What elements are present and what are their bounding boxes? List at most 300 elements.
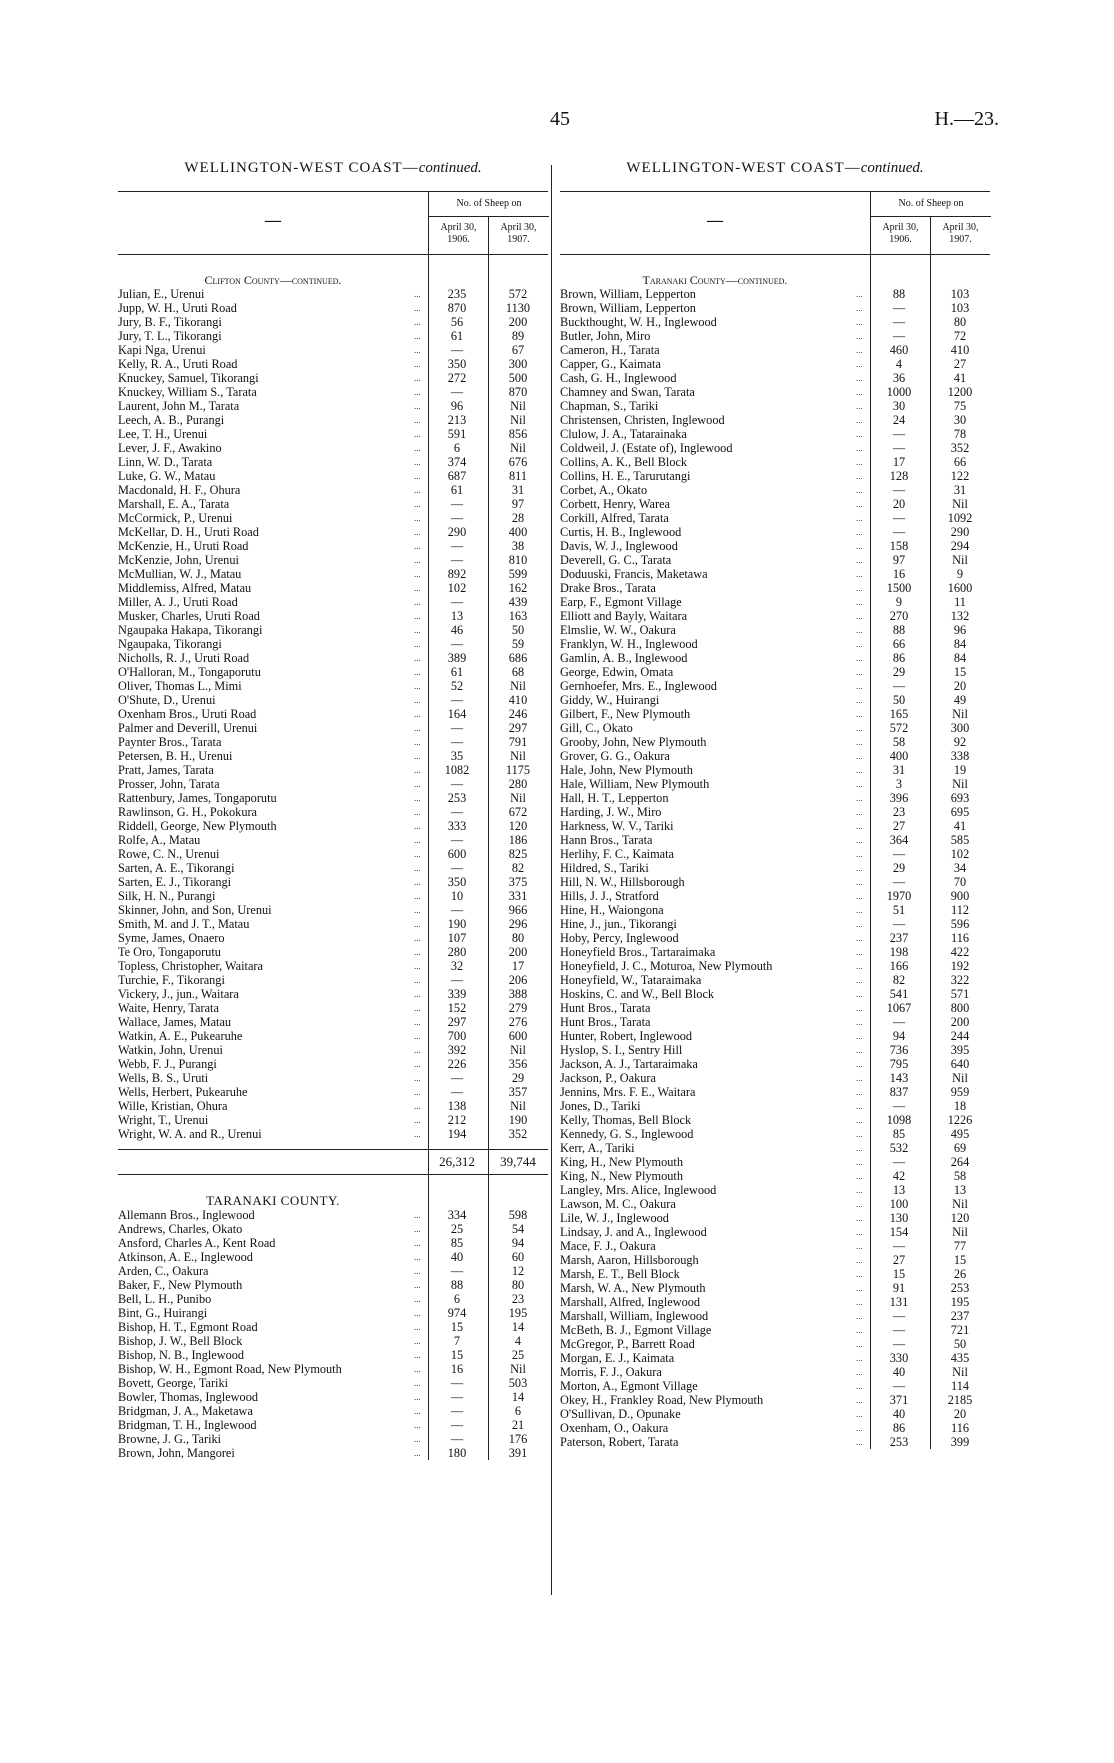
sheep-1907: 84 [953,651,967,665]
table-row [118,917,548,931]
sheep-1906: 180 [447,1446,467,1460]
sheep-1907: 19 [953,763,967,777]
sheep-1906: — [892,1099,906,1113]
table-row [118,343,548,357]
sheep-1907: 75 [953,399,967,413]
table-row [118,749,548,763]
leader-dots: ... [856,793,863,803]
leader-dots: ... [856,1283,863,1293]
holder-name: Topless, Christopher, Waitara [118,959,263,973]
leader-dots: ... [856,527,863,537]
holder-name: Bishop, H. T., Egmont Road [118,1320,258,1334]
sheep-1907: 300 [950,721,970,735]
table-row [560,1127,990,1141]
sheep-1906: — [450,595,464,609]
sheep-1906: 3 [895,777,903,791]
table-row [560,469,990,483]
sheep-1906: 13 [892,1183,906,1197]
table-row [560,1169,990,1183]
sheep-1906: — [892,315,906,329]
holder-name: Sarten, E. J., Tikorangi [118,875,232,889]
table-row [560,777,990,791]
holder-name: Hann Bros., Tarata [560,833,653,847]
leader-dots: ... [414,1224,421,1234]
sheep-1907: Nil [952,553,968,567]
table-row [118,959,548,973]
leader-dots: ... [414,443,421,453]
leader-dots: ... [856,877,863,887]
sheep-1907: 721 [950,1323,970,1337]
sheep-1907: 900 [950,889,970,903]
sheep-1907: 246 [508,707,528,721]
table-row [560,749,990,763]
table-row [560,1043,990,1057]
table-row [560,819,990,833]
section-heading: Clifton County—continued. [204,273,342,287]
leader-dots: ... [414,513,421,523]
holder-name: Julian, E., Urenui [118,287,205,301]
table-row [118,637,548,651]
holder-name: Marshall, E. A., Tarata [118,497,230,511]
table-row [118,847,548,861]
holder-name: Chapman, S., Tariki [560,399,659,413]
leader-dots: ... [414,765,421,775]
table-row [560,1099,990,1113]
table-row [560,357,990,371]
table-row [560,483,990,497]
sheep-1907: 70 [953,875,967,889]
left-header-col2: April 30, 1907. [488,216,548,254]
table-row [560,581,990,595]
sheep-1907: 69 [953,1141,967,1155]
sheep-1906: — [450,861,464,875]
leader-dots: ... [856,541,863,551]
sheep-1907: 439 [508,595,528,609]
sheep-1907: 28 [511,511,525,525]
holder-name: Atkinson, A. E., Inglewood [118,1250,253,1264]
sheep-1907: 31 [511,483,525,497]
table-row [560,763,990,777]
table-row [560,735,990,749]
sheep-1906: 20 [892,497,906,511]
leader-dots: ... [414,1294,421,1304]
table-row [560,1421,990,1435]
sheep-1907: Nil [510,413,526,427]
table-row [560,847,990,861]
table-row [118,1208,548,1222]
column-divider [551,165,552,1595]
sheep-1906: 86 [892,651,906,665]
sheep-1907: 192 [950,959,970,973]
leader-dots: ... [856,1003,863,1013]
holder-name: Arden, C., Oakura [118,1264,209,1278]
leader-dots: ... [414,723,421,733]
holder-name: Knuckey, William S., Tarata [118,385,257,399]
sheep-1906: 16 [892,567,906,581]
table-row [560,413,990,427]
leader-dots: ... [414,1406,421,1416]
holder-name: Hall, H. T., Lepperton [560,791,669,805]
sheep-1907: 120 [508,819,528,833]
sheep-1907: 58 [953,1169,967,1183]
sheep-1907: 12 [511,1264,525,1278]
table-row [560,385,990,399]
sheep-1907: 572 [508,287,528,301]
table-row [118,1001,548,1015]
table-row [560,1071,990,1085]
table-row [118,1071,548,1085]
holder-name: Macdonald, H. F., Ohura [118,483,241,497]
holder-name: Mace, F. J., Oakura [560,1239,656,1253]
sheep-1907: Nil [510,399,526,413]
leader-dots: ... [856,597,863,607]
leader-dots: ... [414,527,421,537]
leader-dots: ... [856,401,863,411]
sheep-1906: — [450,1432,464,1446]
sheep-1906: 892 [447,567,467,581]
holder-name: Grooby, John, New Plymouth [560,735,707,749]
leader-dots: ... [414,891,421,901]
leader-dots: ... [414,457,421,467]
sheep-1907: 279 [508,1001,528,1015]
sheep-1906: 212 [447,1113,467,1127]
sheep-1906: 100 [889,1197,909,1211]
sheep-1907: 15 [953,665,967,679]
sheep-1907: 338 [950,749,970,763]
sheep-1907: 29 [511,1071,525,1085]
holder-name: Wright, W. A. and R., Urenui [118,1127,262,1141]
sheep-1907: 200 [508,315,528,329]
sheep-1906: 371 [889,1393,909,1407]
sheep-1906: 143 [889,1071,909,1085]
sheep-1907: Nil [952,1225,968,1239]
sheep-1906: 10 [450,889,464,903]
leader-dots: ... [856,583,863,593]
leader-dots: ... [414,1378,421,1388]
leader-dots: ... [856,471,863,481]
sheep-1906: 339 [447,987,467,1001]
sheep-1907: 34 [953,861,967,875]
left-title-italic: continued. [418,160,482,176]
sheep-1906: — [450,693,464,707]
sheep-1906: — [450,903,464,917]
leader-dots: ... [414,1434,421,1444]
table-row [118,665,548,679]
table-row [118,945,548,959]
leader-dots: ... [414,1364,421,1374]
holder-name: Syme, James, Onaero [118,931,225,945]
leader-dots: ... [414,485,421,495]
sheep-1906: — [892,1323,906,1337]
sheep-1907: Nil [510,1362,526,1376]
sheep-1906: — [450,553,464,567]
leader-dots: ... [414,1059,421,1069]
sheep-1907: 26 [953,1267,967,1281]
sheep-1907: 186 [508,833,528,847]
sheep-1906: 29 [892,665,906,679]
table-row [118,1418,548,1432]
sheep-1906: — [892,1309,906,1323]
right-header-col1: April 30, 1906. [870,216,930,254]
right-column [560,160,990,1449]
sheep-1907: 92 [953,735,967,749]
sheep-1907: 693 [950,791,970,805]
sheep-1907: 176 [508,1432,528,1446]
holder-name: Watkin, A. E., Pukearuhe [118,1029,243,1043]
leader-dots: ... [856,1381,863,1391]
holder-name: Christensen, Christen, Inglewood [560,413,725,427]
sheep-1906: 85 [892,1127,906,1141]
leader-dots: ... [414,919,421,929]
holder-name: O'Halloran, M., Tongaporutu [118,665,261,679]
leader-dots: ... [414,807,421,817]
sheep-1906: — [892,441,906,455]
table-row [560,301,990,315]
table-row [118,595,548,609]
sheep-1907: 686 [508,651,528,665]
sheep-1906: 7 [453,1334,461,1348]
holder-name: Webb, F. J., Purangi [118,1057,217,1071]
holder-name: Wright, T., Urenui [118,1113,209,1127]
leader-dots: ... [856,709,863,719]
table-row [118,567,548,581]
sheep-1907: 66 [953,455,967,469]
leader-dots: ... [856,723,863,733]
sheep-1906: — [892,511,906,525]
sheep-1907: 163 [508,609,528,623]
table-row [560,791,990,805]
sheep-1907: 132 [950,609,970,623]
leader-dots: ... [856,555,863,565]
sheep-1907: 14 [511,1390,525,1404]
sheep-1906: 23 [892,805,906,819]
sheep-1907: 30 [953,413,967,427]
sheep-1907: 1200 [947,385,973,399]
sheep-1907: 190 [508,1113,528,1127]
sheep-1906: 82 [892,973,906,987]
section-heading: TARANAKI COUNTY. [206,1193,340,1208]
holder-name: Curtis, H. B., Inglewood [560,525,682,539]
leader-dots: ... [856,1087,863,1097]
sheep-1906: 52 [450,679,464,693]
holder-name: Oliver, Thomas L., Mimi [118,679,242,693]
sheep-1907: 391 [508,1446,528,1460]
table-row [118,903,548,917]
sheep-1907: 17 [511,959,525,973]
table-row [118,483,548,497]
holder-name: Knuckey, Samuel, Tikorangi [118,371,259,385]
leader-dots: ... [414,541,421,551]
sheep-1907: 80 [511,931,525,945]
holder-name: Hunt Bros., Tarata [560,1015,651,1029]
leader-dots: ... [856,1367,863,1377]
holder-name: Brown, John, Mangorei [118,1446,235,1460]
leader-dots: ... [414,933,421,943]
table-row [560,1001,990,1015]
sheep-1907: Nil [510,441,526,455]
table-row [560,707,990,721]
table-row [560,861,990,875]
holder-name: Cameron, H., Tarata [560,343,660,357]
holder-name: Jury, B. F., Tikorangi [118,315,222,329]
table-row [560,1407,990,1421]
table-row [560,1435,990,1449]
sheep-1907: 200 [508,945,528,959]
sheep-1907: 495 [950,1127,970,1141]
sheep-1906: 198 [889,945,909,959]
holder-name: Rawlinson, G. H., Pokokura [118,805,258,819]
table-row [118,287,548,301]
leader-dots: ... [414,1350,421,1360]
sheep-1907: 116 [951,931,969,945]
sheep-1907: 410 [950,343,970,357]
holder-name: King, H., New Plymouth [560,1155,683,1169]
sheep-1907: 27 [953,357,967,371]
sheep-1907: 23 [511,1292,525,1306]
holder-name: Honeyfield, W., Tataraimaka [560,973,702,987]
leader-dots: ... [414,779,421,789]
sheep-1906: — [450,637,464,651]
leader-dots: ... [414,1308,421,1318]
page-number: 45 [550,108,570,130]
sheep-1906: 736 [889,1043,909,1057]
sheep-1906: 1970 [886,889,912,903]
sheep-1906: 154 [889,1225,909,1239]
leader-dots: ... [856,961,863,971]
sheep-1906: 400 [889,749,909,763]
leader-dots: ... [414,471,421,481]
table-row [118,805,548,819]
leader-dots: ... [414,863,421,873]
sheep-1907: 695 [950,805,970,819]
sheep-1906: 35 [450,749,464,763]
holder-name: Wille, Kristian, Ohura [118,1099,228,1113]
leader-dots: ... [414,429,421,439]
table-row [560,371,990,385]
table-row [118,819,548,833]
table-row [118,1250,548,1264]
sheep-1906: 66 [892,637,906,651]
sheep-1906: 532 [889,1141,909,1155]
leader-dots: ... [856,1171,863,1181]
holder-name: Grover, G. G., Oakura [560,749,670,763]
sheep-1907: 200 [950,1015,970,1029]
leader-dots: ... [856,1227,863,1237]
holder-name: Linn, W. D., Tarata [118,455,213,469]
holder-name: Hunter, Robert, Inglewood [560,1029,693,1043]
sheep-1906: 32 [450,959,464,973]
table-row [118,1320,548,1334]
holder-name: Te Oro, Tongaporutu [118,945,221,959]
sheep-1907: 102 [950,847,970,861]
sheep-1906: — [892,917,906,931]
leader-dots: ... [856,933,863,943]
sheep-1906: — [892,329,906,343]
sheep-1907: 120 [950,1211,970,1225]
sheep-1907: 195 [508,1306,528,1320]
table-row [560,1225,990,1239]
sheep-1906: — [450,1390,464,1404]
table-row [560,1211,990,1225]
sheep-1907: 103 [950,301,970,315]
leader-dots: ... [856,821,863,831]
holder-name: Corkill, Alfred, Tarata [560,511,669,525]
sheep-1906: 56 [450,315,464,329]
sheep-1907: 596 [950,917,970,931]
table-row [560,1309,990,1323]
sheep-1906: 795 [889,1057,909,1071]
sheep-1906: 226 [447,1057,467,1071]
table-row [118,651,548,665]
holder-name: McKellar, D. H., Uruti Road [118,525,259,539]
sheep-1906: — [450,721,464,735]
sheep-1906: 42 [892,1169,906,1183]
holder-name: Gilbert, F., New Plymouth [560,707,691,721]
table-row [560,1351,990,1365]
table-row [560,973,990,987]
table-row [118,371,548,385]
leader-dots: ... [856,429,863,439]
leader-dots: ... [856,1395,863,1405]
left-column [118,160,548,1460]
sheep-1907: 296 [508,917,528,931]
leader-dots: ... [414,1336,421,1346]
sheep-1906: 15 [450,1320,464,1334]
table-row [118,931,548,945]
leader-dots: ... [414,667,421,677]
leader-dots: ... [414,1266,421,1276]
holder-name: Ansford, Charles A., Kent Road [118,1236,276,1250]
holder-name: Silk, H. N., Purangi [118,889,216,903]
holder-name: McCormick, P., Urenui [118,511,233,525]
leader-dots: ... [856,443,863,453]
table-row [560,1323,990,1337]
sheep-1907: 294 [950,539,970,553]
holder-name: Prosser, John, Tarata [118,777,220,791]
leader-dots: ... [856,975,863,985]
leader-dots: ... [414,835,421,845]
holder-name: George, Edwin, Omata [560,665,674,679]
table-row [560,903,990,917]
holder-name: Wells, Herbert, Pukearuhe [118,1085,248,1099]
table-row [118,889,548,903]
leader-dots: ... [414,1322,421,1332]
holder-name: Jury, T. L., Tikorangi [118,329,222,343]
leader-dots: ... [414,1073,421,1083]
leader-dots: ... [856,289,863,299]
sheep-1906: 29 [892,861,906,875]
holder-name: Wells, B. S., Uruti [118,1071,209,1085]
sheep-1906: 1000 [886,385,912,399]
holder-name: Rattenbury, James, Tongaporutu [118,791,277,805]
holder-name: McKenzie, H., Uruti Road [118,539,249,553]
holder-name: Cash, G. H., Inglewood [560,371,677,385]
holder-name: Corbett, Henry, Warea [560,497,670,511]
holder-name: Elmslie, W. W., Oakura [560,623,676,637]
sheep-1906: 253 [447,791,467,805]
sheep-1907: 20 [953,1407,967,1421]
sheep-1906: 88 [450,1278,464,1292]
sheep-1906: 364 [889,833,909,847]
holder-name: Marshall, Alfred, Inglewood [560,1295,701,1309]
sheep-1907: 825 [508,847,528,861]
right-table-body [560,255,990,1449]
sheep-1907: 571 [950,987,970,1001]
left-table-header [118,191,548,255]
leader-dots: ... [856,863,863,873]
table-row [560,287,990,301]
leader-dots: ... [856,737,863,747]
